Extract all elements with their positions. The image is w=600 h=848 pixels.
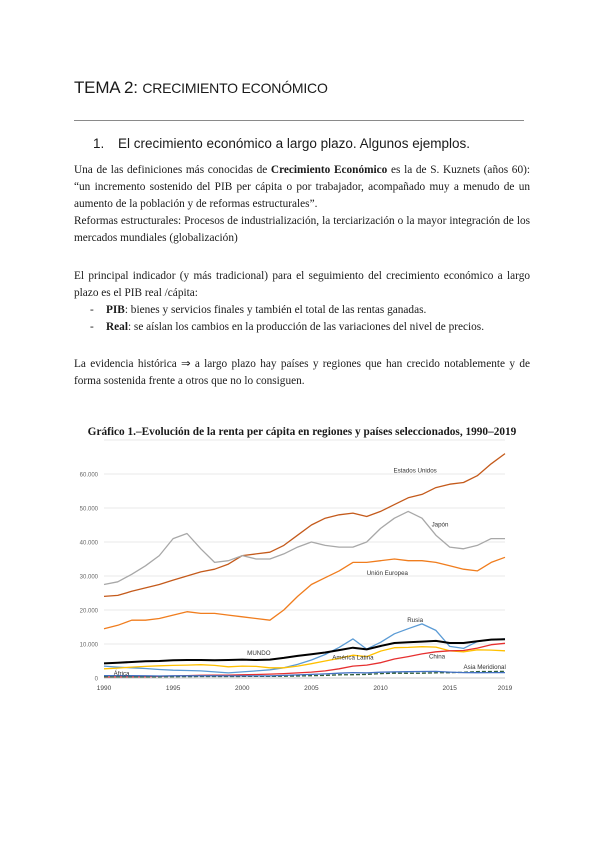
series-label: Rusia <box>407 617 424 625</box>
paragraph-definition <box>74 162 530 247</box>
paragraph-indicator: El principal indicador (y más tradicional) para el seguimiento del crecimiento económico a largo plazo es el PIB real /cápita: <box>74 270 530 299</box>
bullet-term: PIB <box>106 304 125 316</box>
bullet-term: Real <box>106 321 128 333</box>
income-chart <box>60 434 530 704</box>
series-label: América Latina <box>332 654 374 662</box>
para1-text-c: es la de S. Kuznets (años 60): “un incremento sostenido del PIB per cápita o por trabajador, acompañado muy a menudo de un aumento de la población y de reformas estructurales”. <box>74 164 530 210</box>
section-heading <box>93 136 470 151</box>
paragraph-evidence: La evidencia histórica ⇒ a largo plazo hay países y regiones que han crecido notablemente y de forma sostenida frente a otros que no lo consiguen. <box>74 358 530 387</box>
y-tick-label: 40.000 <box>79 540 98 547</box>
x-axis-ticks <box>97 685 513 692</box>
x-tick-label: 2000 <box>235 685 250 692</box>
series-label: China <box>428 653 446 661</box>
series-label: Estados Unidos <box>393 467 437 475</box>
series-label: África <box>113 670 130 678</box>
para1-text-d: Reformas estructurales: Procesos de industrialización, la terciarización o la mayor integración de los mercados mundiales (globalización) <box>74 215 530 244</box>
chart-title: Gráfico 1.–Evolución de la renta per cápita en regiones y países seleccionados, 1990–2019 <box>87 426 517 438</box>
bullet-pib <box>90 302 546 319</box>
divider <box>74 120 524 121</box>
bullet-dash: - <box>90 304 94 316</box>
y-tick-label: 20.000 <box>79 608 98 615</box>
page-title <box>74 78 328 98</box>
series-line <box>104 557 505 628</box>
chart-series <box>104 454 505 677</box>
series-label: MUNDO <box>247 650 271 658</box>
y-tick-label: 0 <box>94 676 98 683</box>
y-tick-label: 10.000 <box>79 642 98 649</box>
bullet-text: : se aíslan los cambios en la producción de las variaciones del nivel de precios. <box>127 321 485 333</box>
y-tick-label: 30.000 <box>79 574 98 581</box>
para1-text-a: Una de las definiciones más conocidas de <box>74 164 271 176</box>
series-label: Asia Meridional <box>463 664 506 672</box>
series-label: Japón <box>431 521 449 529</box>
bullet-dash: - <box>90 321 94 333</box>
y-axis-ticks <box>80 473 99 683</box>
x-tick-label: 1995 <box>165 685 181 692</box>
title-main: TEMA 2: <box>74 78 143 97</box>
section-number: 1. <box>93 136 105 151</box>
y-tick-label: 60.000 <box>79 472 98 479</box>
series-labels <box>114 467 506 677</box>
bullet-real <box>90 319 546 336</box>
x-tick-label: 2015 <box>442 685 457 692</box>
para1-bold-term: Crecimiento Económico <box>270 164 388 176</box>
section-title: El crecimiento económico a largo plazo. Algunos ejemplos. <box>118 136 470 151</box>
series-label: Unión Europea <box>366 569 409 577</box>
x-tick-label: 2010 <box>373 685 388 692</box>
x-tick-label: 2005 <box>304 685 319 692</box>
x-tick-label: 1990 <box>96 685 112 692</box>
title-sub: CRECIMIENTO ECONÓMICO <box>142 80 328 96</box>
x-tick-label: 2019 <box>497 685 513 692</box>
y-tick-label: 50.000 <box>79 506 98 513</box>
bullet-text: : bienes y servicios finales y también el total de las rentas ganadas. <box>124 304 427 316</box>
